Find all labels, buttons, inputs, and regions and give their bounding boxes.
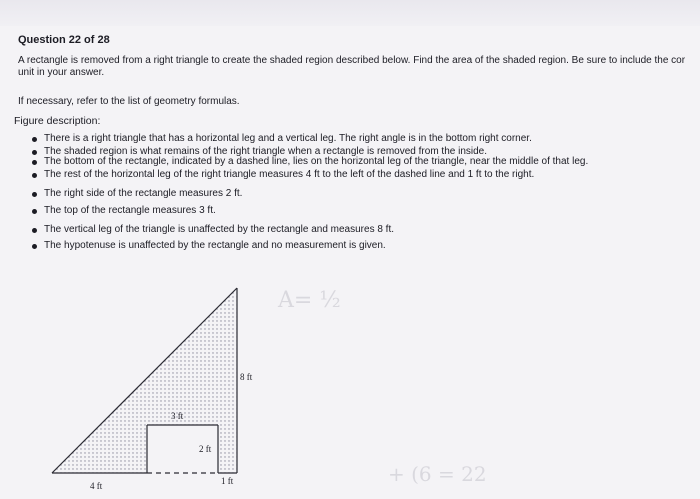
question-title: Question 22 of 28 xyxy=(18,34,110,46)
description-item: The vertical leg of the triangle is unaffected by the rectangle and measures 8 ft. xyxy=(14,224,588,240)
label-base-left: 4 ft xyxy=(90,481,103,491)
geometry-formulas-hint: If necessary, refer to the list of geometry formulas. xyxy=(18,96,240,107)
description-item: The rest of the horizontal leg of the right triangle measures 4 ft to the left of the dashed line and 1 ft to the right. xyxy=(14,169,588,188)
prompt-line-2: unit in your answer. xyxy=(18,67,105,78)
label-rectangle-top: 3 ft xyxy=(171,411,184,421)
figure-description-label: Figure description: xyxy=(14,115,101,127)
scribble-formula: A= ½ xyxy=(278,288,341,313)
description-item: There is a right triangle that has a horizontal leg and a vertical leg. The right angle is in the bottom right corner. xyxy=(14,133,588,146)
description-item: The hypotenuse is unaffected by the rectangle and no measurement is given. xyxy=(14,240,588,254)
description-item: The right side of the rectangle measures 2 ft. xyxy=(14,188,588,205)
description-item: The bottom of the rectangle, indicated by a dashed line, lies on the horizontal leg of the triangle, near the middle of that leg. xyxy=(14,156,588,169)
label-base-right: 1 ft xyxy=(221,476,234,486)
description-item: The shaded region is what remains of the right triangle when a rectangle is removed from the inside. xyxy=(14,146,588,156)
label-vertical-leg: 8 ft xyxy=(240,372,253,382)
description-item: The top of the rectangle measures 3 ft. xyxy=(14,205,588,224)
scribble-calculation: + (6 = 22 xyxy=(388,462,487,486)
label-rectangle-right: 2 ft xyxy=(199,444,212,454)
prompt-line-1: A rectangle is removed from a right triangle to create the shaded region described below. Find the area of the shaded region. Be sure to include the cor xyxy=(18,55,686,66)
